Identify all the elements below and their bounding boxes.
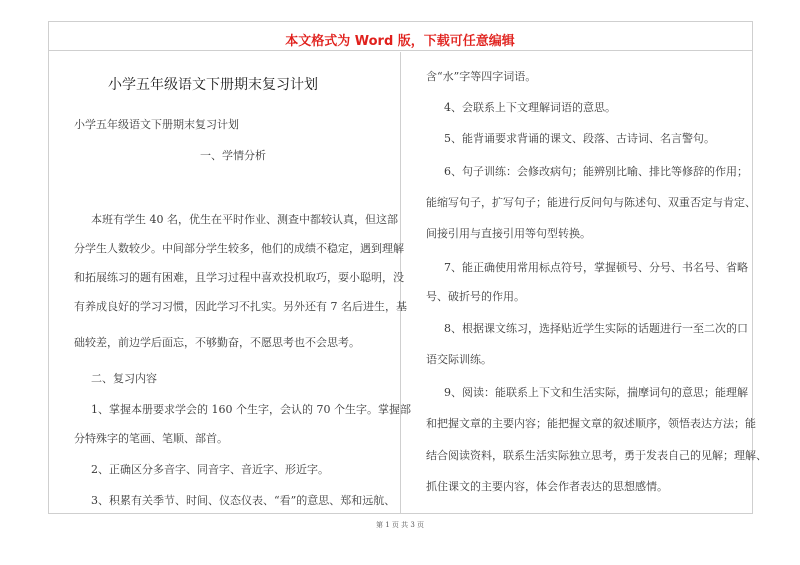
frame-top-line — [48, 21, 753, 22]
right-line: 结合阅读资料，联系生活实际独立思考，勇于发表自己的见解；理解、 — [426, 449, 767, 462]
right-line: 9、阅读：能联系上下文和生活实际，揣摩词句的意思；能理解 — [444, 386, 748, 399]
list-item-line: 3、积累有关季节、时间、仪态仪表、“看”的意思、郑和远航、 — [91, 494, 396, 507]
right-line: 和把握文章的主要内容；能把握文章的叙述顺序，领悟表达方法；能 — [426, 417, 756, 430]
download-banner: 本文格式为 Word 版，下载可任意编辑 — [285, 34, 515, 49]
right-line: 7、能正确使用常用标点符号，掌握顿号、分号、书名号、省略 — [444, 261, 748, 274]
right-line: 能缩写句子，扩写句子；能进行反问句与陈述句、双重否定与肯定、 — [426, 196, 756, 209]
right-line: 4、会联系上下文理解词语的意思。 — [444, 101, 616, 114]
frame-left-line — [48, 21, 49, 514]
list-item-line: 1、掌握本册要求学会的 160 个生字，会认的 70 个生字。掌握部 — [91, 403, 411, 416]
section-heading-2: 二、复习内容 — [91, 372, 157, 385]
right-line: 号、破折号的作用。 — [426, 290, 525, 303]
list-item-line: 2、正确区分多音字、同音字、音近字、形近字。 — [91, 463, 329, 476]
paragraph-line: 础较差，前边学后面忘，不够勤奋，不愿思考也不会思考。 — [74, 336, 360, 349]
paragraph-line: 有养成良好的学习习惯，因此学习不扎实。另外还有 7 名后进生，基 — [74, 300, 407, 313]
right-line: 语交际训练。 — [426, 353, 492, 366]
list-item-line: 分特殊字的笔画、笔顺、部首。 — [74, 432, 228, 445]
right-line: 5、能背诵要求背诵的课文、段落、古诗词、名言警句。 — [444, 132, 715, 145]
paragraph-line: 本班有学生 40 名，优生在平时作业、测查中都较认真，但这部 — [91, 213, 398, 226]
right-line: 含“水”字等四字词语。 — [426, 70, 537, 83]
right-line: 间接引用与直接引用等句型转换。 — [426, 227, 591, 240]
frame-right-line — [752, 21, 753, 514]
paragraph-line: 分学生人数较少。中间部分学生较多，他们的成绩不稳定，遇到理解 — [74, 242, 404, 255]
paragraph-line: 和拓展练习的题有困难，且学习过程中喜欢投机取巧，耍小聪明，没 — [74, 271, 404, 284]
page-footer: 第 1 页 共 3 页 — [375, 521, 425, 529]
document-title: 小学五年级语文下册期末复习计划 — [108, 77, 318, 93]
subtitle: 小学五年级语文下册期末复习计划 — [74, 118, 239, 131]
section-heading-1: 一、学情分析 — [200, 149, 266, 162]
right-line: 6、句子训练：会修改病句；能辨别比喻、排比等修辞的作用； — [444, 165, 748, 178]
banner-underline — [48, 50, 753, 51]
right-line: 8、根据课文练习，选择贴近学生实际的话题进行一至二次的口 — [444, 322, 748, 335]
right-line: 抓住课文的主要内容，体会作者表达的思想感情。 — [426, 480, 668, 493]
